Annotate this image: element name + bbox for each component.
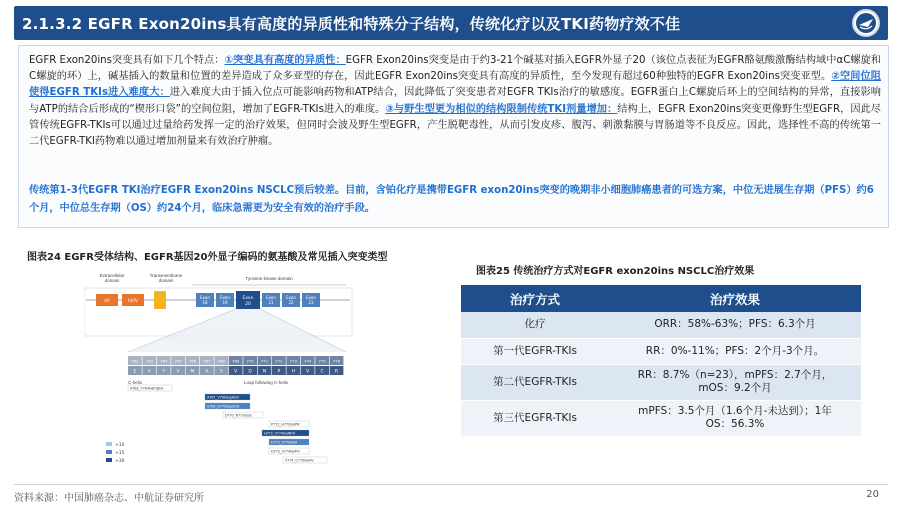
residue-letter: V (234, 369, 238, 375)
header-method: 治疗方式 (461, 285, 609, 312)
highlight-2: ②空间位阻使得EGFR TKIs进入难度大： (29, 71, 881, 99)
exon23-label: Exon (306, 295, 316, 300)
row-method: 第三代EGFR-TKIs (461, 400, 609, 436)
page-number: 20 (866, 489, 879, 500)
legend-label-1: >10 (115, 443, 125, 448)
row-method: 第一代EGFR-TKIs (461, 338, 609, 364)
legend-swatch-1 (106, 442, 112, 446)
codon-number: 764 (160, 358, 168, 364)
row-method: 第二代EGFR-TKIs (461, 364, 609, 400)
exon18-label: Exon (200, 295, 210, 300)
extracellular-label-2: domain (104, 278, 120, 283)
exon22-label: Exon (286, 295, 296, 300)
intro-text-b: EGFR Exon20ins突变是由于约3-21个碱基对插入EGFR外显子20（该位点表征为EGFR酪氨酸激酶结构域中αC螺旋和C螺旋的环）上，碱基插入的数量和位置的差异造成了众多亚型的存在，因此EGFR Exon20ins突变具有高度的异质性，至今发现有超过60种独特的EGFR Exon20ins突变亚型。 (29, 55, 882, 83)
exon19-num: 19 (222, 300, 228, 305)
transmembrane-label-2: domain (158, 278, 174, 283)
codon-number: 762 (131, 358, 139, 364)
codon-number: 763 (145, 358, 153, 364)
codon-number: 771 (260, 358, 269, 364)
footer-divider (14, 484, 888, 485)
exon23-num: 23 (308, 300, 314, 305)
insertion-label: S768_D770dupSVD (207, 404, 240, 409)
codon-number: 769 (232, 358, 240, 364)
codon-number: 776 (332, 358, 341, 364)
row-effect: mPFS：3.5个月（1.6个月-未达到）；1年OS：56.3% (609, 400, 861, 436)
kinase-label: Tyrosine kinase domain (245, 276, 293, 281)
legend-label-2: >15 (115, 451, 125, 456)
exon20-num: 20 (245, 302, 251, 307)
conclusion-text: 传统第1-3代EGFR TKI治疗EGFR Exon20ins NSCLC预后较差。目前，含铂化疗是携带EGFR exon20ins突变的晚期非小细胞肺癌患者的可选方案，中位无进展生存期（PFS）约6个月，中位总生存期（OS）约24个月，临床急需更为安全有效的治疗手段。 (29, 185, 874, 214)
codon-number: 773 (289, 358, 297, 364)
exon18-num: 18 (202, 300, 208, 305)
table-row (461, 338, 861, 364)
transmembrane-label: Transmembrane (149, 273, 183, 278)
residue-letter: S (219, 369, 223, 375)
exon22-num: 22 (288, 300, 294, 305)
residue-letter: V (176, 369, 180, 375)
logo-icon (852, 9, 880, 37)
intro-box (18, 45, 889, 228)
residue-letter: A (205, 369, 209, 375)
row-effect: RR：8.7%（n=23），mPFS：2.7个月，mOS：9.2个月 (609, 364, 861, 400)
intro-text-c: 进入难度大由于插入位点可能影响药物和ATP结合，因此降低了突变患者对EGFR TKIs治疗的敏感度。EGFR蛋白上C螺旋后环上的空间结构的异常，直接影响与ATP的结合后形成的“楔形口袋”的空间位阻，增加了EGFR-TKIs进入的难度。 (29, 87, 881, 115)
table-row (461, 364, 861, 400)
table-row (461, 400, 861, 436)
figure-24-title: 图表24 EGFR受体结构、EGFR基因20外显子编码的氨基酸及常见插入突变类型 (27, 252, 388, 263)
row-effect: ORR：58%-63%；PFS：6.3个月 (609, 312, 861, 338)
residue-letter: Y (162, 369, 166, 375)
residue-letter: V (306, 369, 310, 375)
page-title: 2.1.3.2 EGFR Exon20ins具有高度的异质性和特殊分子结构，传统化疗以及TKI药物疗效不佳 (22, 15, 681, 33)
segment-tm (154, 291, 166, 309)
table-row (461, 312, 861, 338)
codon-number: 770 (246, 358, 254, 364)
exon21-num: 21 (268, 300, 274, 305)
title-bar (14, 6, 888, 40)
legend-swatch-3 (106, 458, 112, 462)
codon-number: 774 (304, 358, 312, 364)
codon-number: 775 (318, 358, 326, 364)
residue-letter: P (277, 369, 281, 375)
loop-label: Loop following C-helix (244, 380, 289, 385)
insertion-bars (128, 385, 327, 463)
intro-text-d: 结构上，EGFR Exon20ins突变更像野生型EGFR，因此尽管传统EGFR-TKIs可以通过过量给药发挥一定的治疗效果，但同时会波及野生型EGFR，产生脱靶毒性，从而引发皮疹、腹泻、刺激黏膜与胃肠道等不良反应。因此，选择性不高的传统第一二代EGFR-TKI药物难以通过增加剂量来有效治疗肿瘤。 (29, 103, 881, 148)
codon-row (128, 356, 343, 375)
insertion-label: H773_V774insPH (271, 449, 300, 454)
exon20-label: Exon (242, 296, 254, 301)
row-method: 化疗 (461, 312, 609, 338)
codon-number: 772 (275, 358, 283, 364)
residue-letter: C (320, 369, 324, 375)
highlight-3: ③与野生型更为相似的结构限制传统TKI剂量增加： (385, 103, 618, 115)
intro-text-a: EGFR Exon20ins突变具有如下几个特点： (29, 55, 225, 66)
codon-number: 768 (217, 358, 225, 364)
exon19-label: Exon (220, 295, 230, 300)
segment-1-label: I/II (104, 299, 110, 304)
treatment-table (461, 285, 861, 437)
codon-number: 767 (203, 358, 211, 364)
header-effect: 治疗效果 (609, 285, 861, 312)
legend-label-3: >30 (115, 459, 125, 464)
residue-letter: R (334, 369, 339, 375)
residue-letter: M (190, 369, 195, 375)
codon-number: 766 (188, 358, 197, 364)
insertion-label: H773_V774insH (271, 440, 298, 445)
residue-letter: H (291, 369, 295, 375)
exon21-label: Exon (266, 295, 276, 300)
insertion-label: D770_N771insG (225, 413, 252, 418)
plane-logo-icon (854, 11, 878, 35)
figure-25-title: 图表25 传统治疗方式对EGFR exon20ins NSCLC治疗效果 (476, 266, 755, 277)
residue-letter: N (262, 369, 267, 375)
insertion-label: V774_C775insHV (285, 458, 314, 463)
intro-paragraph (29, 53, 881, 150)
residue-letter: D (248, 369, 252, 375)
zoom-shade (128, 309, 346, 352)
residue-letter: A (147, 369, 151, 375)
legend-swatch-2 (106, 450, 112, 454)
insertion-label: A767_V769dupASV (207, 395, 239, 400)
highlight-1: ①突变具有高度的异质性： (224, 55, 346, 66)
table-header-row (461, 285, 861, 312)
c-helix-label: C-helix (128, 380, 143, 385)
insertion-label: A763_Y764insFQEA (130, 386, 164, 391)
source-note: 资料来源：中国肺癌杂志、中航证券研究所 (14, 493, 204, 504)
codon-number: 765 (174, 358, 182, 364)
extracellular-label: Extracellular (99, 273, 125, 278)
row-effect: RR：0%-11%；PFS：2个月-3个月。 (609, 338, 861, 364)
egfr-structure-diagram (84, 272, 354, 477)
insertion-label: P772_H773insPR (271, 422, 300, 427)
residue-letter: E (133, 369, 137, 375)
insertion-label: H773_V774insNPH (264, 431, 296, 436)
segment-2-label: III/IV (128, 299, 138, 304)
